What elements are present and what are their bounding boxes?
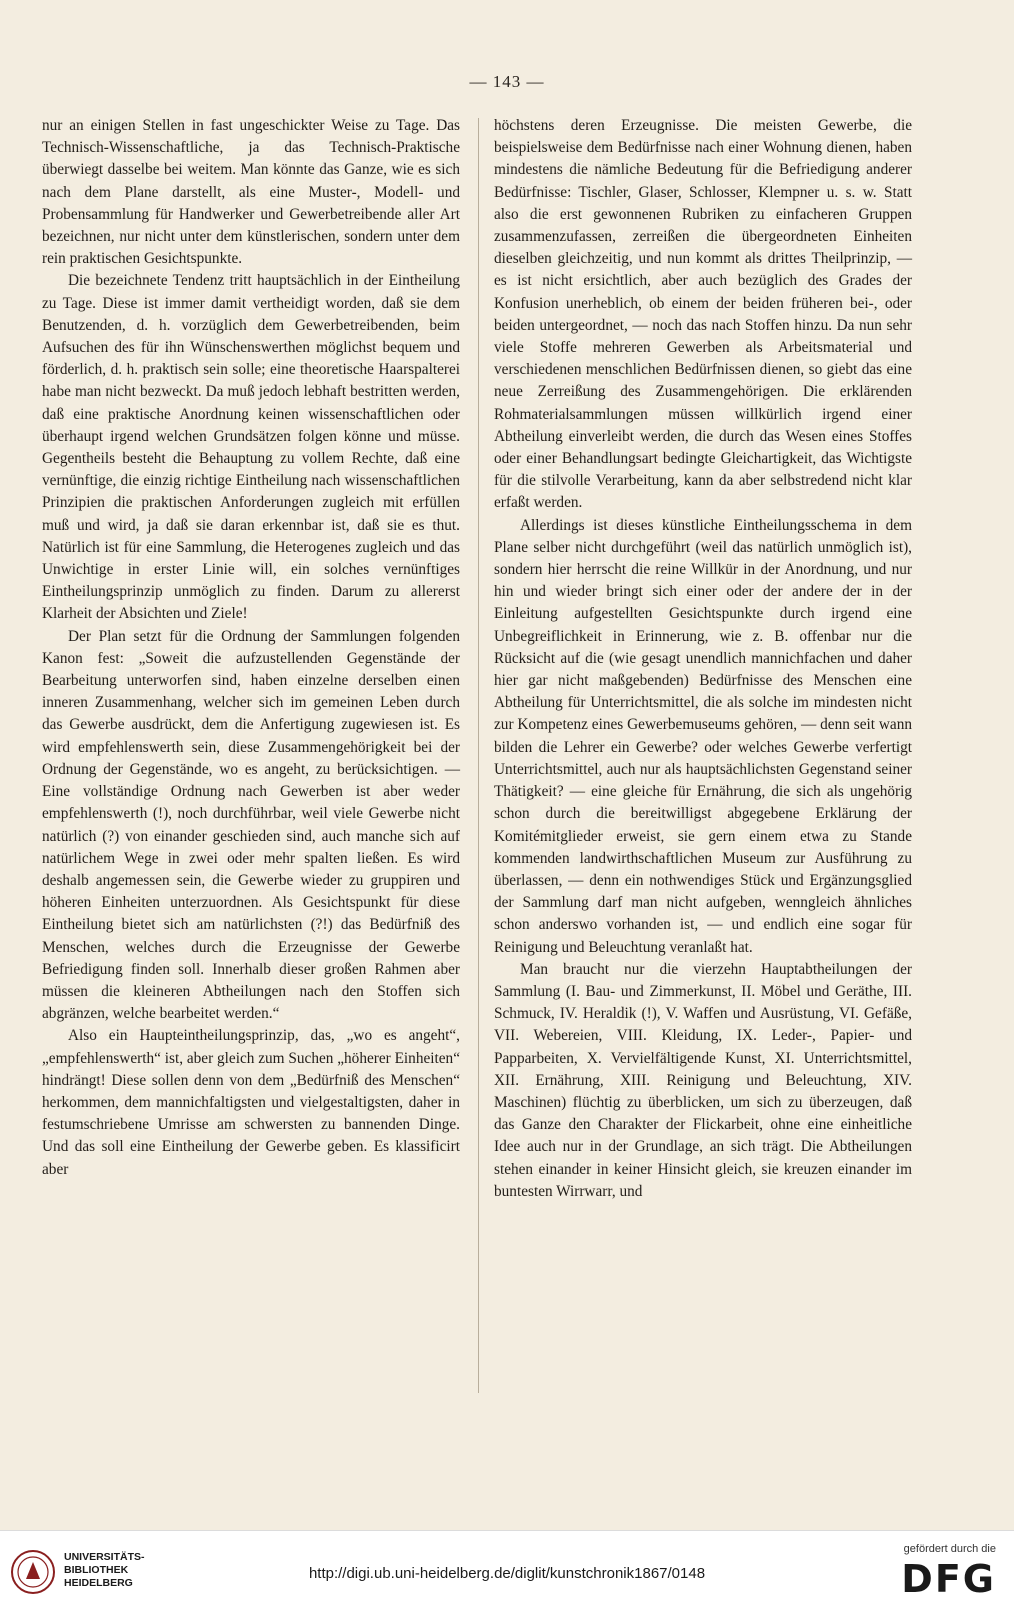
source-url[interactable]: http://digi.ub.uni-heidelberg.de/diglit/kunstchronik1867/0148 bbox=[308, 1565, 706, 1582]
right-column bbox=[494, 115, 912, 1203]
column-divider bbox=[478, 118, 479, 1393]
dfg-logo: DFG bbox=[901, 1557, 996, 1601]
paragraph: Man braucht nur die vierzehn Hauptabtheilungen der Sammlung (I. Bau- und Zimmerkunst, II. Möbel und Geräthe, III. Schmuck, IV. Heraldik (!), V. Waffen und Ausrüstung, VI. Gefäße, VII. Webereien, VIII. Kleidung, IX. Leder-, Papier- und Papparbeiten, X. Vervielfältigende Kunst, XI. Unterrichtsmittel, XII. Ernährung, XIII. Reinigung und Beleuchtung, XIV. Maschinen) flüchtig zu überblicken, um sich zu überzeugen, daß das Ganze den Charakter der Flickarbeit, ohne eine einheitliche Idee auch nur in der Grundlage, an sich trägt. Die Abtheilungen stehen einander in keiner Hinsicht gleich, sie kreuzen einander im buntesten Wirrwarr, und bbox=[494, 960, 912, 1200]
paragraph: Der Plan setzt für die Ordnung der Sammlungen folgenden Kanon fest: „Soweit die aufzustellenden Gegenstände der Bearbeitung unterworfen sind, haben einzelne derselben einen inneren Zusammenhang, welcher sich im gemeinen Leben durch das Gewerbe ausdrückt, dem die Anfertigung zugewiesen ist. Es wird empfehlenswerth sein, diese Zusammengehörigkeit bei der Ordnung der Gegenstände, wo es angeht, zu berücksichtigen. — Eine vollständige Ordnung nach Gewerben ist aber weder empfehlenswerth (!), noch durchführbar, weil viele Gewerbe nicht natürlich (?) von einander geschieden sind, auch manche sich auf natürlichem Wege in zwei oder mehr spalten ließen. Es wird deshalb angemessen sein, die Gewerbe wieder zu gruppiren und höheren Einheiten unterzuordnen. Als Gesichtspunkt für diese Eintheilung bietet sich am natürlichsten (?!) das Bedürfniß des Menschen, welches durch die Erzeugnisse der Gewerbe Befriedigung finden soll. Innerhalb dieser großen Rahmen aber müssen die kleineren Abtheilungen nach den Stoffen sich abgränzen, welche bearbeitet werden.“ bbox=[42, 627, 460, 1023]
funder-block bbox=[846, 1543, 996, 1599]
left-column bbox=[42, 115, 460, 1181]
paragraph: nur an einigen Stellen in fast ungeschickter Weise zu Tage. Das Technisch-Wissenschaftliche, ja das Technisch-Praktische überwiegt dasselbe bei weitem. Man könnte das Ganze, wie es sich nach dem Plane darstellt, als eine Muster-, Modell- und Probensammlung für Handwerker und Gewerbetreibende aller Art bezeichnen, nur nicht unter dem künstlerischen, sondern unter dem rein praktischen Gesichtspunkte. bbox=[42, 117, 460, 268]
paragraph: Also ein Haupteintheilungsprinzip, das, „wo es angeht“, „empfehlenswerth“ ist, aber gleich zum Suchen „höherer Einheiten“ hindrängt! Diese sollen denn von dem „Bedürfniß des Menschen“ herkommen, dem mannichfaltigsten und vielgestaltigsten, daher in festumschriebene Umrisse am schwersten zu bannenden Dinge. Und das soll eine Eintheilung der Gewerbe geben. Es klassificirt aber bbox=[42, 1027, 460, 1178]
paragraph: Die bezeichnete Tendenz tritt hauptsächlich in der Eintheilung zu Tage. Diese ist immer damit vertheidigt worden, daß sie dem Benutzenden, d. h. vorzüglich dem Gewerbetreibenden, beim Aufsuchen des für ihn Wünschenswerthen möglichst bequem und förderlich, d. h. praktisch sein solle; eine theoretische Haarspalterei habe man nicht bezweckt. Da muß jedoch lebhaft bestritten werden, daß eine praktische Anordnung keinen wissenschaftlichen oder überhaupt irgend welchen Grundsätzen folgen könne und müsse. Gegentheils besteht die Behauptung zu vollem Rechte, daß eine vernünftige, die einzig richtige Eintheilung nach wissenschaftlichen Prinzipien die praktischen Anforderungen zugleich mit erfüllen muß und wird, ja daß sie daran erkennbar ist, daß sie es thut. Natürlich ist für eine Sammlung, die Heterogenes zugleich und das Unwichtige in erster Linie will, ein solches vernünftiges Eintheilungsprinzip unmöglich zu finden. Darum zu allererst Klarheit der Absichten und Ziele! bbox=[42, 272, 460, 623]
library-line: BIBLIOTHEK bbox=[64, 1564, 129, 1576]
library-line: UNIVERSITÄTS- bbox=[64, 1551, 145, 1563]
paragraph: höchstens deren Erzeugnisse. Die meisten Gewerbe, die beispielsweise dem Bedürfnisse nach einer Wohnung dienen, haben mindestens die nämliche Bedeutung für die Befriedigung anderer Bedürfnisse: Tischler, Glaser, Schlosser, Klempner u. s. w. Statt also die erst gewonnenen Rubriken zu einfacheren Gruppen zusammenzufassen, zerreißen die übergeordneten Einheiten dieselben gleichzeitig, und nun kommt als drittes Theilprinzip, — es ist nicht ersichtlich, aber auch bezüglich des Grades der Konfusion unerheblich, ob einem der beiden früheren bei-, oder beiden untergeordnet, — noch das nach Stoffen hinzu. Da nun sehr viele Stoffe mehreren Gewerben als Arbeitsmaterial und verschiedenen menschlichen Bedürfnissen dienen, so giebt das eine neue Zerreißung des Zusammengehörigen. Die erklärenden Rohmaterialsammlungen müssen willkürlich irgend einer Abtheilung einverleibt werden, die durch das Wesen eines Stoffes oder einer Behandlungsart bedingte Gleichartigkeit, das Wichtigste für die stilvolle Verarbeitung, kann da aber selbstredend nicht klar erfaßt werden. bbox=[494, 117, 912, 512]
library-line: HEIDELBERG bbox=[64, 1577, 133, 1589]
page-number: — 143 — bbox=[469, 72, 545, 91]
funder-label: gefördert durch die bbox=[903, 1543, 996, 1555]
footer-bar bbox=[0, 1530, 1014, 1614]
paragraph: Allerdings ist dieses künstliche Eintheilungsschema in dem Plane selber nicht durchgeführt (weil das natürlich unmöglich ist), sondern hier herrscht die reine Willkür in der Anordnung, und nur hin und wieder bringt sich einer oder der andere der in der Einleitung aufgestellten Gesichtspunkte durch irgend eine Unbegreiflichkeit in Erinnerung, wie z. B. offenbar nur die Rücksicht auf die (wie gesagt unendlich mannichfachen und daher hier gar nicht maßgebenden) Bedürfnisse des Menschen eine Abtheilung für Unterrichtsmittel, die als solche im mindesten nicht zur Kompetenz eines Gewerbemuseums gehören, — denn seit wann bilden die Lehrer ein Gewerbe? oder welches Gewerbe verfertigt Unterrichtsmittel, auch nur als hauptsächlichsten Gegenstand seiner Thätigkeit? — eine gleiche für Ernährung, die sich als ungehörig schon durch die bereitwilligst abgegebene Erklärung der Komitémitglieder erweist, sie gern einem etwa zu Stande kommenden landwirthschaftlichen Museum zur Ausführung zu überlassen, — denn ein nothwendiges Stück und Ergänzungsglied der Sammlung darf man nicht aufgeben, wenngleich ähnliches schon anderswo vorhanden ist, — und endlich eine sogar für Reinigung und Beleuchtung veranlaßt hat. bbox=[494, 516, 912, 956]
